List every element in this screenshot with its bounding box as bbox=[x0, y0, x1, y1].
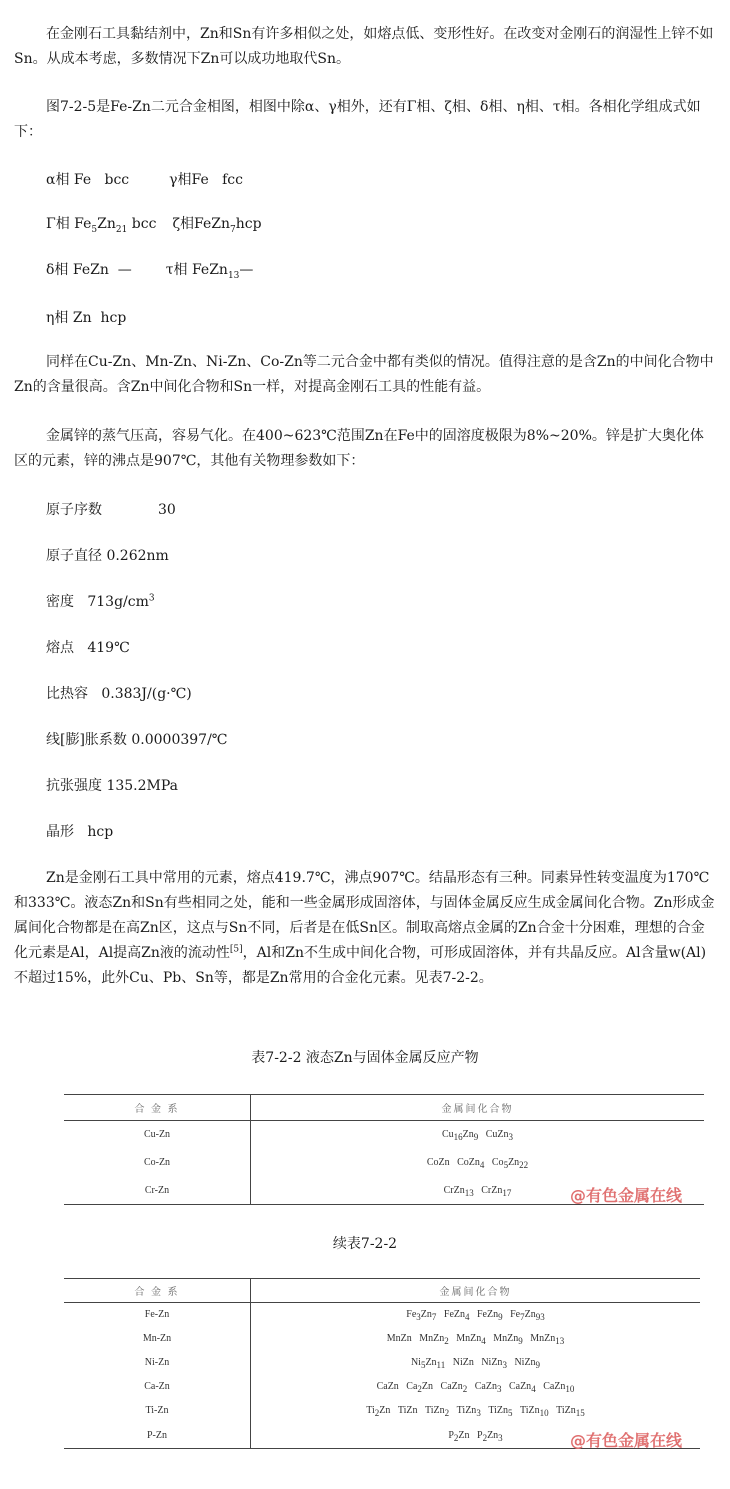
phase-alpha: α相 Fe bcc bbox=[46, 172, 130, 188]
prop-melting-point: 熔点 419℃ bbox=[46, 640, 130, 656]
compounds: $Ni_5Zn_{11}$ NiZn NiZn$_3$ NiZn$_9$ bbox=[410, 1357, 541, 1370]
prop-tensile-strength: 抗张强度 135.2MPa bbox=[46, 778, 179, 794]
table1-head-compounds: 金属间化合物 bbox=[251, 1095, 705, 1121]
table-row: Ti-Zn $Ti_2Zn$ TiZn TiZn$_2$ TiZn$_3$ TiZn$_5$ TiZn$_{10}$ TiZn$_{15}$ bbox=[64, 1399, 700, 1423]
paragraph-zn-properties: Zn是金刚石工具中常用的元素，熔点419.7℃，沸点907℃。结晶形态有三种。同素异性转变温度为170℃和333℃。液态Zn和Sn有些相同之处，能和一些金属形成固溶体，与固体金属反应生成金属间化合物。Zn形成金属间化合物都是在高Zn区，这点与Sn不同，后者是在低Sn区。制取高熔点金属的Zn合金十分困难，理想的合金化元素是Al，Al提高Zn液的流动性[5]，Al和Zn不生成中间化合物，可形成固溶体，并有共晶反应。Al含量w(Al)不超过15%，此外Cu、Pb、Sn等，都是Zn常用的合金化元素。见表7-2-2。 bbox=[14, 870, 715, 986]
prop-atomic-diameter: 原子直径 0.262nm bbox=[46, 548, 169, 564]
table2-caption: 续表7-2-2 bbox=[332, 1236, 398, 1252]
phase-tau: τ相 FeZn$_{13}$— bbox=[165, 262, 254, 281]
watermark: @有色金属在线 bbox=[570, 1431, 683, 1450]
compounds: $Fe_3Zn_7$ FeZn$_4$ FeZn$_9$ $Fe_7Zn_{93}$ bbox=[406, 1309, 545, 1323]
table2 bbox=[64, 1278, 700, 1449]
phase-zeta: ζ相FeZn$_7$hcp bbox=[172, 216, 262, 235]
paragraph-intro: 在金刚石工具黏结剂中，Zn和Sn有许多相似之处，如熔点低、变形性好。在改变对金刚石的润湿性上锌不如Sn。从成本考虑，多数情况下Zn可以成功地取代Sn。 bbox=[14, 26, 714, 67]
table-row: Cr-Zn CrZn$_{13}$ CrZn$_{17}$ bbox=[64, 1177, 704, 1205]
table-row: Mn-Zn MnZn MnZn$_2$ MnZn$_4$ MnZn$_9$ MnZn$_{13}$ bbox=[64, 1327, 700, 1351]
table-row: Ni-Zn $Ni_5Zn_{11}$ NiZn NiZn$_3$ NiZn$_9$ bbox=[64, 1351, 700, 1375]
table1-head-system: 合 金 系 bbox=[64, 1095, 251, 1121]
prop-specific-heat: 比热容 0.383J/(g·℃) bbox=[46, 686, 192, 702]
paragraph-phase-diagram: 图7-2-5是Fe-Zn二元合金相图，相图中除α、γ相外，还有Γ相、ζ相、δ相、η相、τ相。各相化学组成式如下： bbox=[14, 99, 701, 140]
table1-header-row bbox=[64, 1095, 704, 1121]
prop-density: 密度 $713g/cm^3$ bbox=[46, 593, 155, 610]
phase-Gamma: Γ相 $Fe_5Zn_{21}$ bcc bbox=[46, 216, 157, 235]
compounds: $Ti_2Zn$ TiZn TiZn$_2$ TiZn$_3$ TiZn$_5$ TiZn$_{10}$ TiZn$_{15}$ bbox=[366, 1405, 585, 1418]
phase-gamma: γ相Fe fcc bbox=[169, 172, 243, 188]
reference-5: [5] bbox=[229, 944, 243, 955]
compounds: MnZn MnZn$_2$ MnZn$_4$ MnZn$_9$ MnZn$_{13}$ bbox=[386, 1333, 565, 1346]
table-row: Ca-Zn CaZn $Ca_2Zn$ CaZn$_2$ CaZn$_3$ CaZn$_4$ CaZn$_{10}$ bbox=[64, 1375, 700, 1399]
compounds: $Cu_{16}Zn_9$ CuZn$_3$ bbox=[441, 1129, 514, 1143]
paragraph-binary-alloys: 同样在Cu-Zn、Mn-Zn、Ni-Zn、Co-Zn等二元合金中都有类似的情况。值得注意的是含Zn的中间化合物中Zn的含量很高。含Zn中间化合物和Sn一样，对提高金刚石工具的性能有益。 bbox=[14, 354, 714, 395]
compounds: CrZn$_{13}$ CrZn$_{17}$ bbox=[443, 1184, 512, 1198]
prop-crystal-form: 晶形 hcp bbox=[46, 824, 114, 840]
watermark: @有色金属在线 bbox=[570, 1186, 683, 1205]
paragraph-vapor-pressure: 金属锌的蒸气压高，容易气化。在400~623℃范围Zn在Fe中的固溶度极限为8%~20%。锌是扩大奥化体区的元素，锌的沸点是907℃，其他有关物理参数如下： bbox=[14, 428, 704, 469]
table2-header-row bbox=[64, 1279, 700, 1303]
table-row: Co-Zn CoZn CoZn$_4$ $Co_5Zn_{22}$ bbox=[64, 1149, 704, 1177]
phase-delta: δ相 FeZn — bbox=[46, 262, 132, 278]
phase-eta: η相 Zn hcp bbox=[46, 310, 127, 326]
table-row: Cu-Zn $Cu_{16}Zn_9$ CuZn$_3$ bbox=[64, 1121, 704, 1149]
table2-head-system: 合 金 系 bbox=[64, 1279, 251, 1303]
prop-atomic-number: 原子序数 30 bbox=[46, 502, 176, 518]
table-row: Fe-Zn $Fe_3Zn_7$ FeZn$_4$ FeZn$_9$ $Fe_7Zn_{93}$ bbox=[64, 1303, 700, 1327]
compounds: CoZn CoZn$_4$ $Co_5Zn_{22}$ bbox=[426, 1157, 529, 1170]
prop-expansion: 线[膨]胀系数 0.0000397/℃ bbox=[46, 732, 228, 748]
table2-head-compounds: 金属间化合物 bbox=[251, 1279, 701, 1303]
table-row: P-Zn $P_2Zn$ $P_2Zn_3$ bbox=[64, 1423, 700, 1449]
table1-caption: 表7-2-2 液态Zn与固体金属反应产物 bbox=[251, 1050, 479, 1066]
phase-Gamma-zeta bbox=[46, 214, 262, 234]
compounds: $P_2Zn$ $P_2Zn_3$ bbox=[448, 1429, 503, 1443]
compounds: CaZn $Ca_2Zn$ CaZn$_2$ CaZn$_3$ CaZn$_4$ CaZn$_{10}$ bbox=[376, 1381, 575, 1394]
phase-delta-tau bbox=[46, 260, 253, 280]
phase-alpha-gamma bbox=[46, 170, 243, 190]
